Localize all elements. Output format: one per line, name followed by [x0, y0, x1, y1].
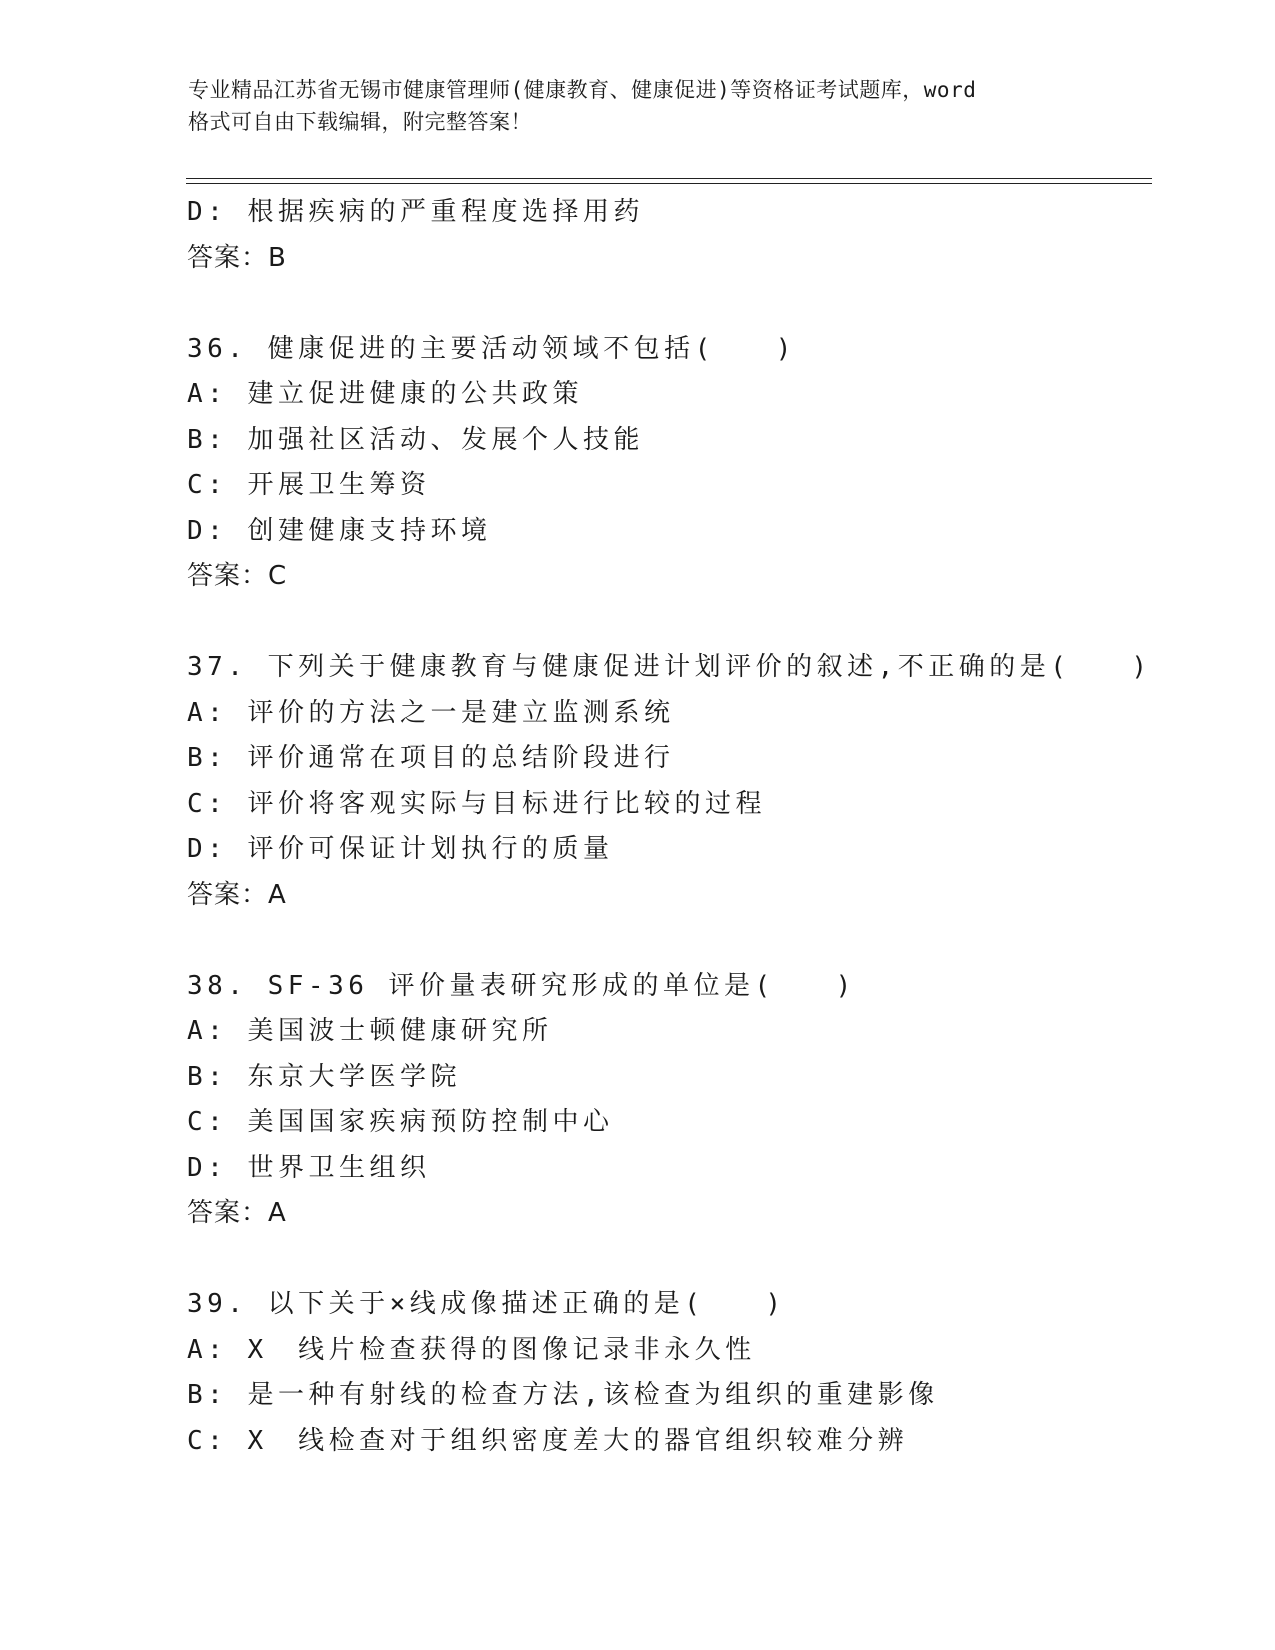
answer-line: 答案：A	[187, 879, 287, 910]
option-c: C: X 线检查对于组织密度差大的器官组织较难分辨	[187, 1425, 909, 1456]
option-c: C: 评价将客观实际与目标进行比较的过程	[187, 788, 766, 819]
question-text: 36. 健康促进的主要活动领域不包括( )	[187, 333, 796, 364]
spacer	[187, 281, 1147, 327]
header-divider-bottom	[186, 183, 1152, 184]
spacer	[187, 600, 1147, 646]
answer-line: 答案：C	[187, 561, 288, 591]
option-a: A: 美国波士顿健康研究所	[187, 1016, 553, 1046]
question-text: 38. SF-36 评价量表研究形成的单位是( )	[187, 970, 856, 1001]
option-b: B: 加强社区活动、发展个人技能	[187, 424, 644, 455]
option-a: A: X 线片检查获得的图像记录非永久性	[187, 1334, 756, 1365]
spacer	[187, 1237, 1147, 1283]
option-d: D: 创建健康支持环境	[187, 515, 492, 546]
option-b: B: 东京大学医学院	[187, 1061, 461, 1092]
question-block-38	[187, 964, 1147, 1237]
header-line-1: 专业精品江苏省无锡市健康管理师(健康教育、健康促进)等资格证考试题库，word	[188, 78, 977, 102]
option-c: C: 开展卫生筹资	[187, 470, 431, 500]
option-c: C: 美国国家疾病预防控制中心	[187, 1107, 614, 1137]
question-block-35	[187, 190, 1147, 281]
question-block-39	[187, 1282, 1147, 1464]
document-header	[188, 74, 1088, 138]
question-list	[187, 190, 1152, 1464]
answer-line: 答案：B	[187, 242, 287, 273]
header-line-2: 格式可自由下载编辑，附完整答案！	[188, 110, 532, 134]
question-block-36	[187, 327, 1147, 600]
question-text: 37. 下列关于健康教育与健康促进计划评价的叙述,不正确的是( )	[187, 652, 1152, 682]
spacer	[187, 918, 1147, 964]
option-d: D: 评价可保证计划执行的质量	[187, 834, 614, 864]
header-divider-top	[186, 178, 1152, 179]
option-d: D: 世界卫生组织	[187, 1152, 431, 1183]
question-block-37	[187, 645, 1152, 918]
answer-line: 答案：A	[187, 1198, 287, 1228]
option-a: A: 建立促进健康的公共政策	[187, 379, 583, 409]
option-d: D: 根据疾病的严重程度选择用药	[187, 197, 644, 227]
option-b: B: 评价通常在项目的总结阶段进行	[187, 743, 675, 773]
question-text: 39. 以下关于×线成像描述正确的是( )	[187, 1289, 786, 1319]
option-a: A: 评价的方法之一是建立监测系统	[187, 697, 675, 728]
option-b: B: 是一种有射线的检查方法,该检查为组织的重建影像	[187, 1380, 939, 1410]
